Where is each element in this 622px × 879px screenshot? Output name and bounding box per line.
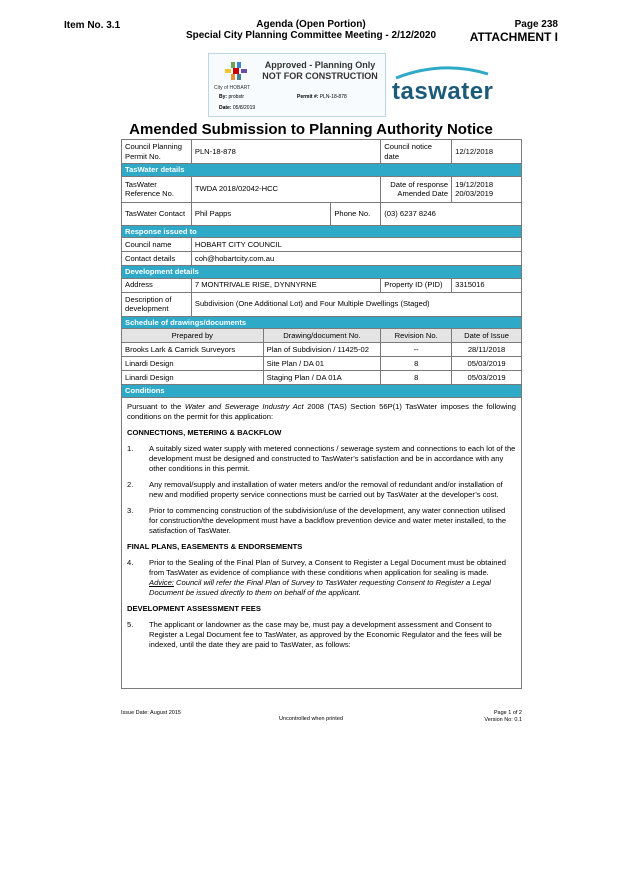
footer-page: Page 1 of 2 bbox=[493, 710, 522, 716]
col-prepared-by: Prepared by bbox=[122, 329, 264, 343]
ref-value: TWDA 2018/02042-HCC bbox=[191, 176, 380, 202]
schedule-cell: Linardi Design bbox=[122, 357, 264, 371]
response-date-label: Date of response bbox=[390, 179, 449, 189]
schedule-cell: Linardi Design bbox=[122, 371, 264, 385]
city-of-hobart-logo-icon bbox=[219, 60, 253, 88]
schedule-cell: Plan of Subdivision / 11425-02 bbox=[263, 343, 381, 357]
agenda-line-1: Agenda (Open Portion) bbox=[256, 19, 366, 30]
pid-label: Property ID (PID) bbox=[381, 278, 452, 292]
schedule-cell: 05/03/2019 bbox=[452, 371, 522, 385]
advice-note bbox=[149, 578, 491, 597]
response-issued-header: Response issued to bbox=[122, 225, 522, 238]
condition-number: 2. bbox=[127, 480, 134, 489]
council-row bbox=[122, 238, 522, 252]
description-value: Subdivision (One Additional Lot) and Four Multiple Dwellings (Staged) bbox=[191, 292, 521, 316]
response-date-values bbox=[452, 176, 522, 202]
stamp-approved: Approved - Planning Only bbox=[264, 60, 376, 70]
taswater-logo bbox=[392, 64, 492, 108]
contact-details-value: coh@hobartcity.com.au bbox=[191, 252, 521, 266]
footer-uncontrolled: Uncontrolled when printed bbox=[279, 716, 343, 722]
schedule-cell: Site Plan / DA 01 bbox=[263, 357, 381, 371]
description-row bbox=[122, 292, 522, 316]
stamp-date bbox=[219, 105, 255, 111]
schedule-column-headers bbox=[122, 329, 522, 343]
condition-number: 1. bbox=[127, 444, 134, 453]
condition-item bbox=[127, 480, 516, 500]
phone-value: (03) 6237 8246 bbox=[381, 202, 522, 225]
table-row bbox=[122, 371, 522, 385]
taswater-details-header: TasWater details bbox=[122, 164, 522, 177]
conditions-header: Conditions bbox=[122, 385, 522, 398]
stamp-by-label: By: bbox=[219, 94, 228, 100]
reference-row bbox=[122, 176, 522, 202]
response-date-value: 19/12/2018 bbox=[455, 179, 494, 189]
condition-text: A suitably sized water supply with metered connections / sewerage system and connections to each lot of the development must be designed and constructed to TasWater’s satisfaction and be in accordance with any other conditions in this permit. bbox=[149, 444, 516, 473]
pid-value: 3315016 bbox=[452, 278, 522, 292]
schedule-cell: 8 bbox=[381, 357, 452, 371]
council-label: Council name bbox=[122, 238, 192, 252]
table-row bbox=[122, 343, 522, 357]
schedule-cell: Staging Plan / DA 01A bbox=[263, 371, 381, 385]
conditions-body bbox=[121, 398, 522, 689]
attachment-label: ATTACHMENT I bbox=[469, 30, 558, 44]
contact-details-label: Contact details bbox=[122, 252, 192, 266]
section-header bbox=[122, 385, 522, 398]
document-title: Amended Submission to Planning Authority Notice bbox=[129, 121, 493, 138]
amended-date-value: 20/03/2019 bbox=[455, 189, 494, 198]
stamp-not-for-construction: NOT FOR CONSTRUCTION bbox=[262, 71, 378, 81]
intro-part-b: 2008 (TAS) Section 56P(1) TasWater imposes the following conditions on the permit for this application: bbox=[127, 402, 516, 421]
condition-text: Prior to commencing construction of the subdivision/use of the development, any water connection utilised for construction/the development must have a backflow prevention device and water meter installed, to the satisfaction of TasWater. bbox=[149, 506, 507, 535]
footer-page-info bbox=[484, 710, 522, 724]
stamp-org: City of HOBART bbox=[214, 85, 251, 91]
stamp-permit-label: Permit #: bbox=[297, 94, 319, 100]
schedule-cell: Brooks Lark & Carrick Surveyors bbox=[122, 343, 264, 357]
schedule-cell: 05/03/2019 bbox=[452, 357, 522, 371]
address-label: Address bbox=[122, 278, 192, 292]
condition-item bbox=[127, 558, 516, 598]
council-value: HOBART CITY COUNCIL bbox=[191, 238, 521, 252]
address-value: 7 MONTRIVALE RISE, DYNNYRNE bbox=[191, 278, 380, 292]
permit-label: Council Planning Permit No. bbox=[122, 140, 192, 164]
col-drawing-no: Drawing/document No. bbox=[263, 329, 381, 343]
contact-row bbox=[122, 202, 522, 225]
approval-stamp bbox=[208, 53, 386, 117]
section-header bbox=[122, 225, 522, 238]
condition-item bbox=[127, 444, 516, 474]
condition-number: 4. bbox=[127, 558, 134, 567]
intro-part-a: Pursuant to the bbox=[127, 402, 185, 411]
condition-number: 5. bbox=[127, 620, 134, 629]
section-header bbox=[122, 266, 522, 279]
footer-version: Version No: 0.1 bbox=[484, 717, 522, 723]
section-fees-heading: DEVELOPMENT ASSESSMENT FEES bbox=[127, 604, 261, 613]
contact-label: TasWater Contact bbox=[122, 202, 192, 225]
condition-text bbox=[149, 558, 516, 598]
taswater-wordmark: taswater bbox=[392, 78, 494, 105]
stamp-date-label: Date: bbox=[219, 105, 232, 111]
condition-item bbox=[127, 620, 516, 650]
footer-issue-date: Issue Date: August 2015 bbox=[121, 710, 181, 716]
contact-value: Phil Papps bbox=[191, 202, 330, 225]
contact-details-row bbox=[122, 252, 522, 266]
notice-date-value: 12/12/2018 bbox=[452, 140, 522, 164]
stamp-date-value: 05/8/2019 bbox=[232, 105, 256, 111]
phone-label: Phone No. bbox=[331, 202, 381, 225]
amended-date-label: Amended Date bbox=[397, 189, 449, 198]
schedule-cell: -- bbox=[381, 343, 452, 357]
condition-4-text: Prior to the Sealing of the Final Plan of Survey, a Consent to Register a Legal Document must be obtained from TasWater as evidence of compliance with these conditions when application for sealing is made. bbox=[149, 558, 506, 577]
section-header bbox=[122, 316, 522, 329]
agenda-line-2: Special City Planning Committee Meeting - 2/12/2020 bbox=[185, 30, 437, 41]
col-date-of-issue: Date of Issue bbox=[452, 329, 522, 343]
response-date-labels bbox=[381, 176, 452, 202]
condition-item bbox=[127, 506, 516, 536]
condition-text: The applicant or landowner as the case may be, must pay a development assessment and Consent to Register a Legal Document fee to TasWater, as approved by the Economic Regulator and the fees will be indexed, until the date they are paid to TasWater, as follows: bbox=[149, 620, 502, 649]
stamp-by-value: probstr bbox=[228, 94, 245, 100]
intro-act: Water and Sewerage Industry Act bbox=[184, 402, 304, 411]
col-revision-no: Revision No. bbox=[381, 329, 452, 343]
advice-text: Council will refer the Final Plan of Survey to TasWater requesting Consent to Register a Legal Document be issued directly to them on behalf of the applicant. bbox=[149, 578, 491, 597]
page-number: Page 238 bbox=[514, 19, 558, 30]
address-row bbox=[122, 278, 522, 292]
schedule-header: Schedule of drawings/documents bbox=[122, 316, 522, 329]
section-final-plans-heading: FINAL PLANS, EASEMENTS & ENDORSEMENTS bbox=[127, 542, 303, 551]
notice-date-label: Council notice date bbox=[381, 140, 452, 164]
permit-value: PLN-18-878 bbox=[191, 140, 380, 164]
section-connections-heading: CONNECTIONS, METERING & BACKFLOW bbox=[127, 428, 282, 437]
schedule-cell: 28/11/2018 bbox=[452, 343, 522, 357]
development-details-header: Development details bbox=[122, 266, 522, 279]
stamp-permit-value: PLN-18-878 bbox=[319, 94, 347, 100]
section-header bbox=[122, 164, 522, 177]
conditions-intro bbox=[127, 402, 516, 422]
permit-row bbox=[122, 140, 522, 164]
condition-text: Any removal/supply and installation of water meters and/or the removal of redundant and/or installation of new and modified property service connections must be carried out by TasWater at the developer’s cost. bbox=[149, 480, 503, 499]
stamp-permit bbox=[297, 94, 347, 100]
schedule-cell: 8 bbox=[381, 371, 452, 385]
item-number: Item No. 3.1 bbox=[64, 20, 121, 31]
stamp-by bbox=[219, 94, 244, 100]
advice-label: Advice: bbox=[149, 578, 174, 587]
table-row bbox=[122, 357, 522, 371]
agenda-heading bbox=[150, 19, 472, 41]
description-label: Description of development bbox=[122, 292, 192, 316]
ref-label: TasWater Reference No. bbox=[122, 176, 192, 202]
page-info bbox=[470, 19, 558, 43]
notice-table bbox=[121, 139, 522, 398]
condition-number: 3. bbox=[127, 506, 134, 515]
